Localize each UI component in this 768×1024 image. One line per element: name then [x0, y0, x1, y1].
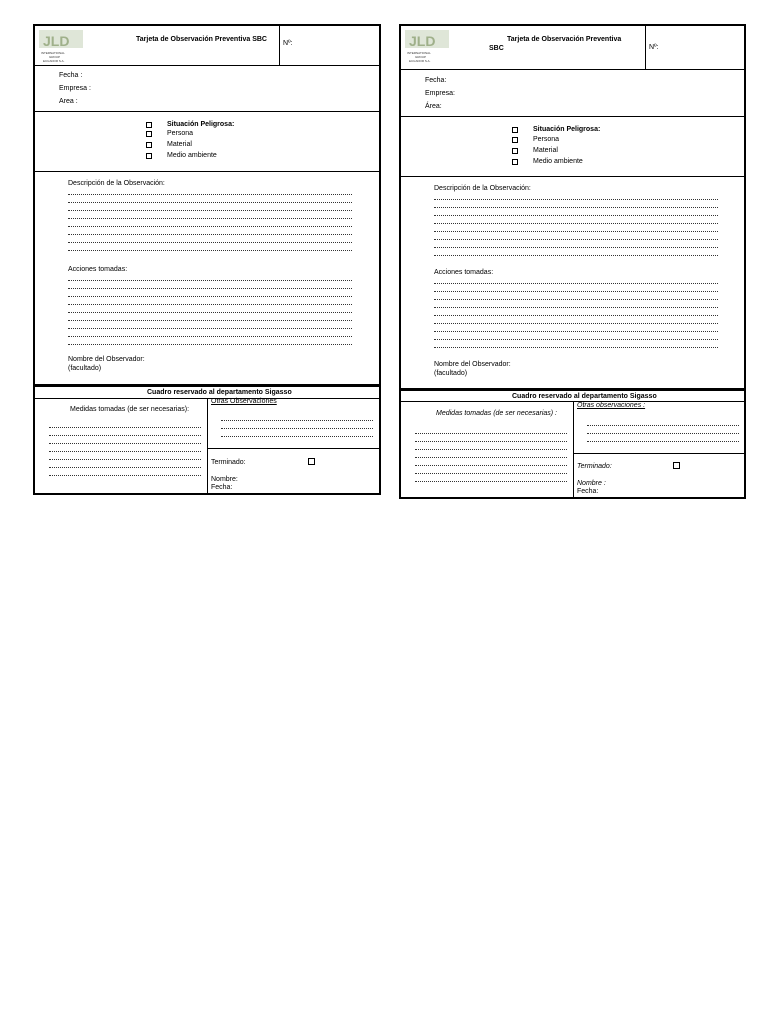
medio-ambiente-checkbox[interactable]	[512, 159, 518, 165]
otras-line[interactable]	[587, 425, 739, 426]
acciones-line[interactable]	[68, 288, 352, 289]
acciones-line[interactable]	[434, 315, 718, 316]
acciones-line[interactable]	[68, 320, 352, 321]
acciones-line[interactable]	[68, 296, 352, 297]
acciones-line[interactable]	[68, 336, 352, 337]
area-label: Area :	[59, 98, 78, 105]
medidas-line[interactable]	[415, 473, 567, 474]
logo-line1: INTERNATIONAL	[407, 51, 431, 55]
logo-mark: JLD	[43, 33, 70, 49]
observation-card-2	[399, 24, 746, 390]
medidas-line[interactable]	[415, 449, 567, 450]
descripcion-line[interactable]	[434, 215, 718, 216]
logo-line3: ECUADOR S.A.	[409, 59, 431, 63]
descripcion-line[interactable]	[68, 242, 352, 243]
acciones-line[interactable]	[434, 299, 718, 300]
observador-label: Nombre del Observador:	[434, 361, 511, 368]
empresa-label: Empresa :	[59, 85, 91, 92]
acciones-line[interactable]	[434, 307, 718, 308]
descripcion-line[interactable]	[68, 210, 352, 211]
card-header	[401, 26, 744, 70]
otras-line[interactable]	[221, 420, 373, 421]
card-title: Tarjeta de Observación Preventiva SBC	[136, 36, 267, 43]
hazard-section	[401, 117, 744, 177]
acciones-line[interactable]	[434, 331, 718, 332]
descripcion-label: Descripción de la Observación:	[68, 180, 165, 187]
logo-line2: GROUP	[415, 55, 427, 59]
otras-label: Otras Observaciones	[211, 398, 277, 405]
acciones-line[interactable]	[434, 291, 718, 292]
nombre-label: Nombre:	[211, 476, 238, 483]
general-info-section	[35, 66, 379, 112]
descripcion-line[interactable]	[68, 250, 352, 251]
terminado-checkbox[interactable]	[308, 458, 315, 465]
medidas-line[interactable]	[415, 457, 567, 458]
situacion-checkbox[interactable]	[146, 122, 152, 128]
material-label: Material	[533, 147, 558, 154]
descripcion-line[interactable]	[434, 231, 718, 232]
hazard-section	[35, 112, 379, 172]
descripcion-line[interactable]	[68, 202, 352, 203]
acciones-line[interactable]	[68, 344, 352, 345]
medidas-label: Medidas tomadas (de ser necesarias):	[70, 406, 190, 413]
observation-card-1	[33, 24, 381, 386]
company-logo	[37, 28, 87, 64]
description-section	[401, 177, 744, 392]
descripcion-line[interactable]	[68, 234, 352, 235]
logo-line3: ECUADOR S.A.	[43, 59, 65, 63]
card-title-line2: SBC	[489, 45, 504, 52]
situacion-label: Situación Peligrosa:	[167, 121, 235, 128]
material-checkbox[interactable]	[512, 148, 518, 154]
otras-line[interactable]	[221, 428, 373, 429]
header-divider	[279, 26, 280, 65]
observador-label: Nombre del Observador:	[68, 356, 145, 363]
acciones-line[interactable]	[68, 312, 352, 313]
fecha-label: Fecha:	[425, 77, 447, 84]
header-divider	[645, 26, 646, 69]
sigasso-title: Cuadro reservado al departamento Sigasso	[512, 393, 657, 400]
situacion-label: Situación Peligrosa:	[533, 126, 601, 133]
otras-line[interactable]	[587, 433, 739, 434]
facultado-label: (facultado)	[434, 370, 468, 377]
fecha-label: Fecha :	[59, 72, 83, 79]
acciones-line[interactable]	[434, 283, 718, 284]
persona-checkbox[interactable]	[146, 131, 152, 137]
acciones-label: Acciones tomadas:	[68, 266, 128, 273]
material-checkbox[interactable]	[146, 142, 152, 148]
medidas-line[interactable]	[49, 459, 201, 460]
medidas-line[interactable]	[49, 435, 201, 436]
descripcion-line[interactable]	[434, 255, 718, 256]
medio-ambiente-checkbox[interactable]	[146, 153, 152, 159]
logo-mark: JLD	[409, 33, 436, 49]
acciones-line[interactable]	[68, 280, 352, 281]
logo-line2: GROUP	[49, 55, 61, 59]
number-label: Nº:	[649, 44, 659, 51]
medidas-label: Medidas tomadas (de ser necesarias) :	[436, 410, 557, 417]
medidas-line[interactable]	[49, 427, 201, 428]
medidas-line[interactable]	[49, 451, 201, 452]
acciones-label: Acciones tomadas:	[434, 269, 494, 276]
acciones-line[interactable]	[68, 328, 352, 329]
otras-label: Otras observaciones :	[577, 402, 646, 409]
descripcion-label: Descripción de la Observación:	[434, 185, 531, 192]
sigasso-box-2	[399, 389, 746, 499]
material-label: Material	[167, 141, 192, 148]
facultado-label: (facultado)	[68, 365, 102, 372]
descripcion-line[interactable]	[434, 247, 718, 248]
medio-ambiente-label: Medio ambiente	[167, 152, 217, 159]
terminado-checkbox[interactable]	[673, 462, 680, 469]
card-title: Tarjeta de Observación Preventiva	[507, 36, 622, 43]
acciones-line[interactable]	[434, 347, 718, 348]
otras-line[interactable]	[221, 436, 373, 437]
general-info-section	[401, 70, 744, 117]
terminado-label: Terminado:	[577, 463, 612, 470]
medidas-line[interactable]	[415, 465, 567, 466]
medidas-line[interactable]	[415, 433, 567, 434]
acciones-line[interactable]	[434, 339, 718, 340]
persona-label: Persona	[167, 130, 194, 137]
fecha2-label: Fecha:	[211, 484, 233, 491]
area-label: Área:	[425, 103, 442, 110]
acciones-line[interactable]	[434, 323, 718, 324]
company-logo	[403, 28, 453, 64]
descripcion-line[interactable]	[434, 199, 718, 200]
medidas-line[interactable]	[49, 475, 201, 476]
descripcion-line[interactable]	[68, 194, 352, 195]
descripcion-line[interactable]	[434, 207, 718, 208]
card-header	[35, 26, 379, 66]
medidas-line[interactable]	[415, 481, 567, 482]
number-label: Nº:	[283, 40, 293, 47]
medio-ambiente-label: Medio ambiente	[533, 158, 583, 165]
terminado-label: Terminado:	[211, 459, 246, 466]
description-section	[35, 172, 379, 388]
logo-line1: INTERNATIONAL	[41, 51, 65, 55]
sigasso-divider	[573, 401, 574, 497]
descripcion-line[interactable]	[434, 223, 718, 224]
sigasso-box-1	[33, 385, 381, 495]
persona-checkbox[interactable]	[512, 137, 518, 143]
persona-label: Persona	[533, 136, 560, 143]
nombre-label: Nombre :	[577, 480, 606, 487]
fecha2-label: Fecha:	[577, 488, 599, 495]
medidas-line[interactable]	[415, 441, 567, 442]
sigasso-title: Cuadro reservado al departamento Sigasso	[147, 389, 292, 396]
acciones-line[interactable]	[68, 304, 352, 305]
descripcion-line[interactable]	[68, 226, 352, 227]
descripcion-line[interactable]	[68, 218, 352, 219]
situacion-checkbox[interactable]	[512, 127, 518, 133]
medidas-line[interactable]	[49, 443, 201, 444]
otras-line[interactable]	[587, 441, 739, 442]
descripcion-line[interactable]	[434, 239, 718, 240]
empresa-label: Empresa:	[425, 90, 455, 97]
sigasso-divider	[207, 398, 208, 493]
medidas-line[interactable]	[49, 467, 201, 468]
